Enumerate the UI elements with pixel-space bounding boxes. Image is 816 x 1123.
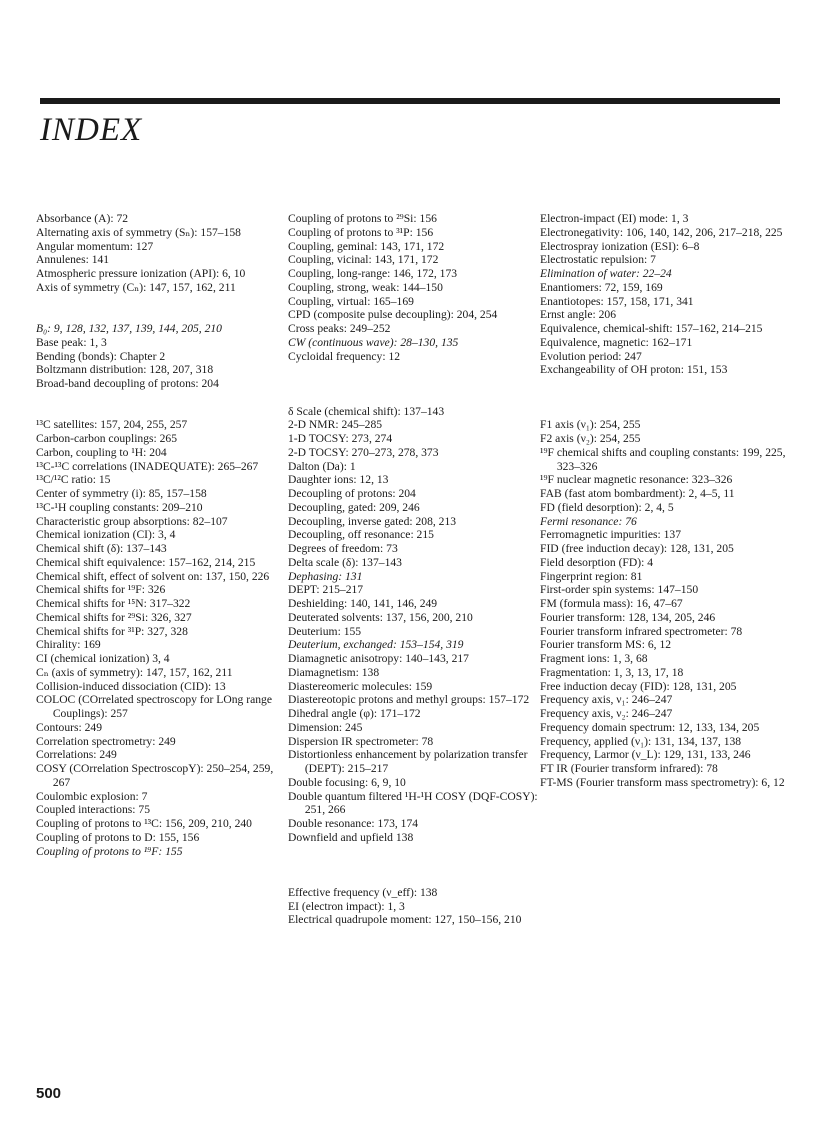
index-entry: First-order spin systems: 147–150 xyxy=(540,583,699,597)
index-entry: Bending (bonds): Chapter 2 xyxy=(36,349,166,363)
entry-gap xyxy=(36,391,286,419)
index-entry: Deuterated solvents: 137, 156, 200, 210 xyxy=(288,610,473,624)
index-entry: ¹⁹F nuclear magnetic resonance: 323–326 xyxy=(540,473,733,487)
index-entry: Distortionless enhancement by polarization transfer (DEPT): 215–217 xyxy=(288,748,528,775)
index-entry: Double quantum filtered ¹H-¹H COSY (DQF-COSY): 251, 266 xyxy=(288,789,538,817)
index-entry: F1 axis (ν₁): 254, 255 xyxy=(540,418,641,432)
index-entry: Effective frequency (ν_eff): 138 xyxy=(288,885,438,899)
index-entry: Decoupling, off resonance: 215 xyxy=(288,528,434,542)
index-entry: Deshielding: 140, 141, 146, 249 xyxy=(288,597,438,610)
index-column-2 xyxy=(288,212,538,927)
index-entry: Coupling of protons to ¹³C: 156, 209, 210, 240 xyxy=(36,817,252,830)
index-entry: Double resonance: 173, 174 xyxy=(288,817,419,830)
index-entry: Chemical shifts for ¹⁹F: 326 xyxy=(36,583,166,597)
index-entry: 2-D NMR: 245–285 xyxy=(288,418,383,432)
index-column-1 xyxy=(36,212,286,858)
page-number: 500 xyxy=(36,1085,62,1102)
index-entry: Cross peaks: 249–252 xyxy=(288,322,391,335)
index-entry: Coupling of protons to D: 155, 156 xyxy=(36,830,200,844)
index-entry: Daughter ions: 12, 13 xyxy=(288,473,389,487)
index-entry: Fourier transform: 128, 134, 205, 246 xyxy=(540,610,716,624)
index-entry: Diastereomeric molecules: 159 xyxy=(288,679,433,693)
index-entry: Free induction decay (FID): 128, 131, 205 xyxy=(540,679,737,693)
index-entry: Fourier transform MS: 6, 12 xyxy=(540,638,672,652)
index-entry: Chemical shifts for ¹⁵N: 317–322 xyxy=(36,597,191,610)
index-entry: Deuterium, exchanged: 153–154, 319 xyxy=(288,638,464,652)
index-entry: Dimension: 245 xyxy=(288,720,363,734)
index-entry: Electronegativity: 106, 140, 142, 206, 217–218, 225 xyxy=(540,225,783,239)
index-entry: FT-MS (Fourier transform mass spectrometry): 6, 12 xyxy=(540,775,785,789)
index-entry: Chirality: 169 xyxy=(36,638,101,652)
index-entry: Cycloidal frequency: 12 xyxy=(288,349,401,363)
index-entry: Downfield and upfield 138 xyxy=(288,830,414,844)
index-entry: Exchangeability of OH proton: 151, 153 xyxy=(540,363,728,377)
index-entry: Coupling, virtual: 165–169 xyxy=(288,294,414,308)
index-entry: Base peak: 1, 3 xyxy=(36,335,107,349)
index-entry: Correlation spectrometry: 249 xyxy=(36,734,176,748)
index-entry: Chemical shift, effect of solvent on: 137, 150, 226 xyxy=(36,569,270,583)
index-entry: Deuterium: 155 xyxy=(288,624,362,638)
index-entry: Characteristic group absorptions: 82–107 xyxy=(36,514,228,528)
index-entry: Frequency axis, ν₂: 246–247 xyxy=(540,707,673,720)
index-entry: Coupling, vicinal: 143, 171, 172 xyxy=(288,253,439,267)
index-entry: Coulombic explosion: 7 xyxy=(36,789,148,803)
index-entry: Contours: 249 xyxy=(36,720,103,734)
index-entry: 2-D TOCSY: 270–273, 278, 373 xyxy=(288,445,439,459)
index-entry: FM (formula mass): 16, 47–67 xyxy=(540,597,683,610)
index-entry: Dephasing: 131 xyxy=(288,569,363,583)
index-entry: FID (free induction decay): 128, 131, 205 xyxy=(540,542,734,555)
index-entry: Boltzmann distribution: 128, 207, 318 xyxy=(36,363,214,377)
index-entry: Frequency axis, ν₁: 246–247 xyxy=(540,693,673,707)
index-entry: Evolution period: 247 xyxy=(540,349,642,363)
index-entry: Cₙ (axis of symmetry): 147, 157, 162, 211 xyxy=(36,665,233,679)
index-entry: ¹³C-¹H coupling constants: 209–210 xyxy=(36,500,203,514)
index-entry: Decoupling, gated: 209, 246 xyxy=(288,500,420,514)
index-entry: COSY (COrrelation SpectroscopY): 250–254, 259, 267 xyxy=(36,762,274,789)
index-entry: Coupling, geminal: 143, 171, 172 xyxy=(288,239,445,253)
index-entry: Alternating axis of symmetry (Sₙ): 157–158 xyxy=(36,225,241,239)
index-entry: Atmospheric pressure ionization (API): 6, 10 xyxy=(36,267,246,280)
index-entry: Dispersion IR spectrometer: 78 xyxy=(288,734,434,748)
entry-gap xyxy=(36,295,286,323)
index-entry: Angular momentum: 127 xyxy=(36,239,154,253)
index-entry: ¹⁹F chemical shifts and coupling constants: 199, 225, 323–326 xyxy=(540,445,786,473)
index-entry: CI (chemical ionization) 3, 4 xyxy=(36,652,170,665)
index-entry: Coupled interactions: 75 xyxy=(36,803,150,817)
index-entry: Chemical shifts for ³¹P: 327, 328 xyxy=(36,624,188,638)
index-entry: Correlations: 249 xyxy=(36,748,117,762)
entry-gap xyxy=(288,363,538,404)
index-entry: Coupling, long-range: 146, 172, 173 xyxy=(288,267,458,280)
index-entry: Double focusing: 6, 9, 10 xyxy=(288,775,406,789)
index-entry: DEPT: 215–217 xyxy=(288,583,364,597)
page-title: INDEX xyxy=(40,112,143,148)
index-entry: Frequency, applied (ν₁): 131, 134, 137, 138 xyxy=(540,734,742,748)
index-entry: EI (electron impact): 1, 3 xyxy=(288,899,405,913)
index-entry: FAB (fast atom bombardment): 2, 4–5, 11 xyxy=(540,487,735,500)
index-entry: Chemical shift equivalence: 157–162, 214, 215 xyxy=(36,555,256,569)
index-entry: F2 axis (ν₂): 254, 255 xyxy=(540,432,641,445)
index-entry: Decoupling of protons: 204 xyxy=(288,487,416,500)
index-entry: δ Scale (chemical shift): 137–143 xyxy=(288,404,445,418)
index-entry: 1-D TOCSY: 273, 274 xyxy=(288,432,393,445)
index-entry: ¹³C satellites: 157, 204, 255, 257 xyxy=(36,418,188,432)
index-entry: Fermi resonance: 76 xyxy=(540,514,637,528)
index-entry: Dihedral angle (φ): 171–172 xyxy=(288,707,421,720)
index-entry: Equivalence, chemical-shift: 157–162, 214–215 xyxy=(540,322,763,335)
index-entry: B₀: 9, 128, 132, 137, 139, 144, 205, 210 xyxy=(36,322,222,335)
index-entry: Delta scale (δ): 137–143 xyxy=(288,555,402,569)
index-entry: Carbon, coupling to ¹H: 204 xyxy=(36,445,167,459)
index-entry: Decoupling, inverse gated: 208, 213 xyxy=(288,514,457,528)
index-entry: Diamagnetism: 138 xyxy=(288,665,380,679)
index-entry: Coupling, strong, weak: 144–150 xyxy=(288,280,443,294)
index-entry: Field desorption (FD): 4 xyxy=(540,555,654,569)
index-entry: Center of symmetry (i): 85, 157–158 xyxy=(36,487,207,500)
index-entry: Electrostatic repulsion: 7 xyxy=(540,253,656,267)
index-entry: Broad-band decoupling of protons: 204 xyxy=(36,377,219,390)
index-entry: Enantiotopes: 157, 158, 171, 341 xyxy=(540,294,694,308)
index-entry: Enantiomers: 72, 159, 169 xyxy=(540,280,663,294)
index-entry: CPD (composite pulse decoupling): 204, 254 xyxy=(288,308,498,322)
index-entry: Fragmentation: 1, 3, 13, 17, 18 xyxy=(540,665,684,679)
index-entry: Coupling of protons to ¹⁹F: 155 xyxy=(36,844,183,858)
index-entry: Diamagnetic anisotropy: 140–143, 217 xyxy=(288,652,469,665)
index-entry: Chemical shift (δ): 137–143 xyxy=(36,542,167,555)
index-column-3 xyxy=(540,212,790,790)
index-entry: Fragment ions: 1, 3, 68 xyxy=(540,652,648,665)
index-entry: Elimination of water: 22–24 xyxy=(540,267,672,280)
index-entry: Coupling of protons to ³¹P: 156 xyxy=(288,225,434,239)
index-entry: Electrospray ionization (ESI): 6–8 xyxy=(540,239,700,253)
index-entry: Annulenes: 141 xyxy=(36,253,110,267)
index-entry: Fourier transform infrared spectrometer: 78 xyxy=(540,624,743,638)
index-entry: FT IR (Fourier transform infrared): 78 xyxy=(540,762,718,775)
index-entry: COLOC (COrrelated spectroscopy for LOng range Couplings): 257 xyxy=(36,693,272,720)
index-entry: CW (continuous wave): 28–130, 135 xyxy=(288,335,459,349)
index-entry: Diastereotopic protons and methyl groups: 157–172 xyxy=(288,693,530,707)
index-entry: Electrical quadrupole moment: 127, 150–156, 210 xyxy=(288,913,522,927)
index-entry: FD (field desorption): 2, 4, 5 xyxy=(540,500,674,514)
index-entry: Fingerprint region: 81 xyxy=(540,569,643,583)
index-entry: Chemical shifts for ²⁹Si: 326, 327 xyxy=(36,610,192,624)
index-entry: ¹³C-¹³C correlations (INADEQUATE): 265–267 xyxy=(36,459,259,473)
index-entry: ¹³C/¹²C ratio: 15 xyxy=(36,473,111,487)
index-entry: Ferromagnetic impurities: 137 xyxy=(540,528,682,542)
index-entry: Absorbance (A): 72 xyxy=(36,212,129,225)
index-entry: Ernst angle: 206 xyxy=(540,308,616,322)
entry-gap xyxy=(288,845,538,886)
index-entry: Carbon-carbon couplings: 265 xyxy=(36,432,178,445)
index-entry: Dalton (Da): 1 xyxy=(288,459,356,473)
index-entry: Coupling of protons to ²⁹Si: 156 xyxy=(288,212,437,225)
index-entry: Frequency, Larmor (ν_L): 129, 131, 133, 246 xyxy=(540,748,751,762)
entry-gap xyxy=(540,377,790,418)
index-entry: Collision-induced dissociation (CID): 13 xyxy=(36,679,226,693)
index-entry: Chemical ionization (CI): 3, 4 xyxy=(36,528,176,542)
index-entry: Degrees of freedom: 73 xyxy=(288,542,398,555)
index-entry: Electron-impact (EI) mode: 1, 3 xyxy=(540,212,689,225)
header-rule xyxy=(40,98,780,104)
index-entry: Frequency domain spectrum: 12, 133, 134, 205 xyxy=(540,720,760,734)
index-entry: Axis of symmetry (Cₙ): 147, 157, 162, 211 xyxy=(36,280,236,294)
index-entry: Equivalence, magnetic: 162–171 xyxy=(540,335,693,349)
